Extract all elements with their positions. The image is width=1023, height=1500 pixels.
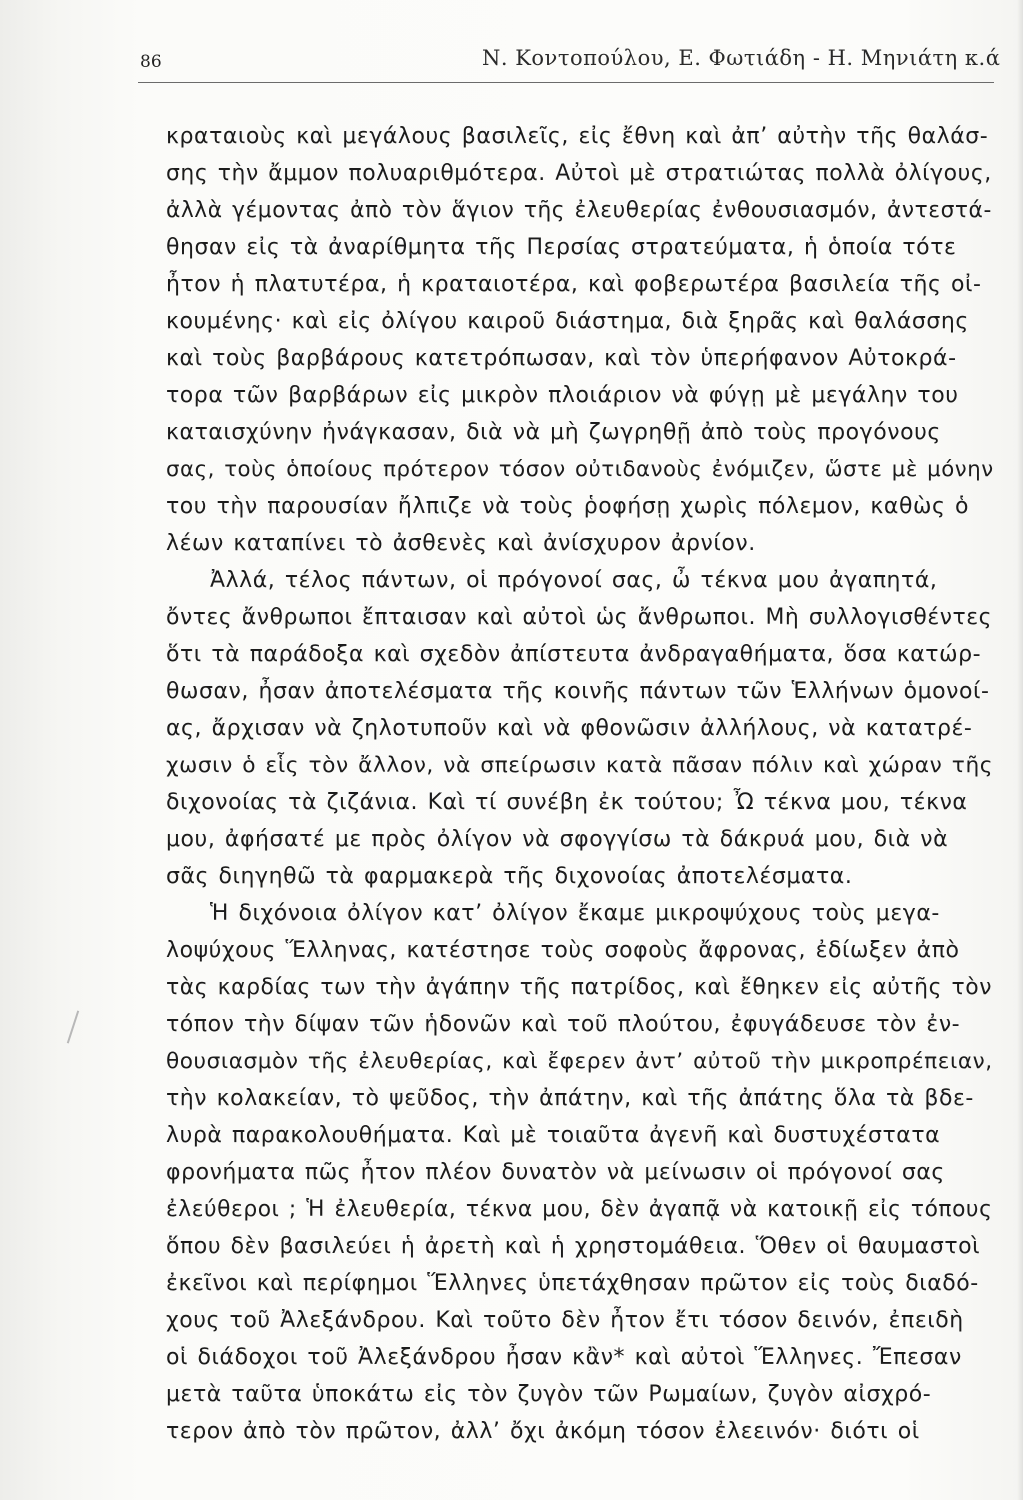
text-line: ἀλλὰ γέμοντας ἀπὸ τὸν ἅγιον τῆς ἐλευθερίας ἐνθουσιασμόν, ἀντεστά- <box>166 198 992 223</box>
text-line: ὄντες ἄνθρωποι ἔπταισαν καὶ αὐτοὶ ὡς ἄνθρωποι. Μὴ συλλογισθέντες <box>166 605 993 630</box>
text-line: χωσιν ὁ εἷς τὸν ἄλλον, νὰ σπείρωσιν κατὰ πᾶσαν πόλιν καὶ χώραν τῆς <box>166 753 994 778</box>
text-line: λέων καταπίνει τὸ ἀσθενὲς καὶ ἀνίσχυρον ἀρνίον. <box>166 531 756 556</box>
text-line: θουσιασμὸν τῆς ἐλευθερίας, καὶ ἔφερεν ἀντ’ αὐτοῦ τὴν μικροπρέπειαν, <box>166 1049 993 1074</box>
text-line: θωσαν, ἦσαν ἀποτελέσματα τῆς κοινῆς πάντων τῶν Ἑλλήνων ὁμονοί- <box>166 679 990 704</box>
text-line: λοψύχους Ἕλληνας, κατέστησε τοὺς σοφοὺς ἄφρονας, ἐδίωξεν ἀπὸ <box>166 938 960 963</box>
running-head: Ν. Κοντοπούλου, Ε. Φωτιάδη - Η. Μηνιάτη κ.ά <box>482 46 1001 70</box>
text-line: κραταιοὺς καὶ μεγάλους βασιλεῖς, εἰς ἔθνη καὶ ἀπ’ αὐτὴν τῆς θαλάσ- <box>166 124 989 149</box>
paragraph-first-line: Ἀλλά, τέλος πάντων, οἱ πρόγονοί σας, ὦ τέκνα μου ἀγαπητά, <box>210 568 938 593</box>
text-line: ἦτον ἡ πλατυτέρα, ἡ κραταιοτέρα, καὶ φοβερωτέρα βασιλεία τῆς οἰ- <box>166 272 982 297</box>
text-line: καὶ τοὺς βαρβάρους κατετρόπωσαν, καὶ τὸν ὑπερήφανον Αὐτοκρά- <box>166 346 957 371</box>
text-line: ὅτι τὰ παράδοξα καὶ σχεδὸν ἀπίστευτα ἀνδραγαθήματα, ὅσα κατώρ- <box>166 642 982 667</box>
text-line: τόπον τὴν δίψαν τῶν ἡδονῶν καὶ τοῦ πλούτου, ἐφυγάδευσε τὸν ἐν- <box>166 1012 961 1037</box>
text-line: τὰς καρδίας των τὴν ἀγάπην τῆς πατρίδος, καὶ ἔθηκεν εἰς αὐτῆς τὸν <box>166 975 992 1000</box>
text-line: καταισχύνην ἠνάγκασαν, διὰ νὰ μὴ ζωγρηθῇ ἀπὸ τοὺς προγόνους <box>166 420 941 445</box>
text-line: μου, ἀφήσατέ με πρὸς ὀλίγον νὰ σφογγίσω τὰ δάκρυά μου, διὰ νὰ <box>166 827 949 852</box>
text-line: του τὴν παρουσίαν ἤλπιζε νὰ τοὺς ῥοφήσῃ χωρὶς πόλεμον, καθὼς ὁ <box>166 494 969 519</box>
page-number: 86 <box>140 52 162 72</box>
text-line: τορα τῶν βαρβάρων εἰς μικρὸν πλοιάριον νὰ φύγῃ μὲ μεγάλην του <box>166 383 959 408</box>
text-line: σας, τοὺς ὁποίους πρότερον τόσον οὐτιδανοὺς ἐνόμιζεν, ὥστε μὲ μόνην <box>166 457 994 482</box>
text-line: σᾶς διηγηθῶ τὰ φαρμακερὰ τῆς διχονοίας ἀποτελέσματα. <box>166 864 853 889</box>
text-line: οἱ διάδοχοι τοῦ Ἀλεξάνδρου ἦσαν κἂν* καὶ αὐτοὶ Ἕλληνες. Ἔπεσαν <box>166 1345 962 1370</box>
text-line: λυρὰ παρακολουθήματα. Καὶ μὲ τοιαῦτα ἀγενῆ καὶ δυστυχέστατα <box>166 1123 941 1148</box>
text-line: τερον ἀπὸ τὸν πρῶτον, ἀλλ’ ὄχι ἀκόμη τόσον ἐλεεινόν· διότι οἱ <box>166 1419 920 1444</box>
text-line: ἐλεύθεροι ; Ἡ ἐλευθερία, τέκνα μου, δὲν ἀγαπᾷ νὰ κατοικῇ εἰς τόπους <box>166 1197 993 1222</box>
text-line: ὅπου δὲν βασιλεύει ἡ ἀρετὴ καὶ ἡ χρηστομάθεια. Ὅθεν οἱ θαυμαστοὶ <box>166 1234 981 1259</box>
text-line: κουμένης· καὶ εἰς ὀλίγου καιροῦ διάστημα, διὰ ξηρᾶς καὶ θαλάσσης <box>166 309 969 334</box>
text-line: μετὰ ταῦτα ὑποκάτω εἰς τὸν ζυγὸν τῶν Ρωμαίων, ζυγὸν αἰσχρό- <box>166 1382 932 1407</box>
text-line: θησαν εἰς τὰ ἀναρίθμητα τῆς Περσίας στρατεύματα, ἡ ὁποία τότε <box>166 235 957 260</box>
paragraph-first-line: Ἡ διχόνοια ὀλίγον κατ’ ὀλίγον ἔκαμε μικροψύχους τοὺς μεγα- <box>210 901 940 926</box>
text-line: ἐκεῖνοι καὶ περίφημοι Ἕλληνες ὑπετάχθησαν πρῶτον εἰς τοὺς διαδό- <box>166 1271 979 1296</box>
text-line: ας, ἄρχισαν νὰ ζηλοτυποῦν καὶ νὰ φθονῶσιν ἀλλήλους, νὰ κατατρέ- <box>166 716 973 741</box>
text-line: τὴν κολακείαν, τὸ ψεῦδος, τὴν ἀπάτην, καὶ τῆς ἀπάτης ὅλα τὰ βδε- <box>166 1086 974 1111</box>
text-line: φρονήματα πῶς ἦτον πλέον δυνατὸν νὰ μείνωσιν οἱ πρόγονοί σας <box>166 1160 945 1185</box>
text-line: διχονοίας τὰ ζιζάνια. Καὶ τί συνέβη ἐκ τούτου; Ὦ τέκνα μου, τέκνα <box>166 790 968 815</box>
text-line: σης τὴν ἄμμον πολυαριθμότερα. Αὐτοὶ μὲ στρατιώτας πολλὰ ὀλίγους, <box>166 161 992 186</box>
text-line: χους τοῦ Ἀλεξάνδρου. Καὶ τοῦτο δὲν ἦτον ἔτι τόσον δεινόν, ἐπειδὴ <box>166 1308 964 1333</box>
